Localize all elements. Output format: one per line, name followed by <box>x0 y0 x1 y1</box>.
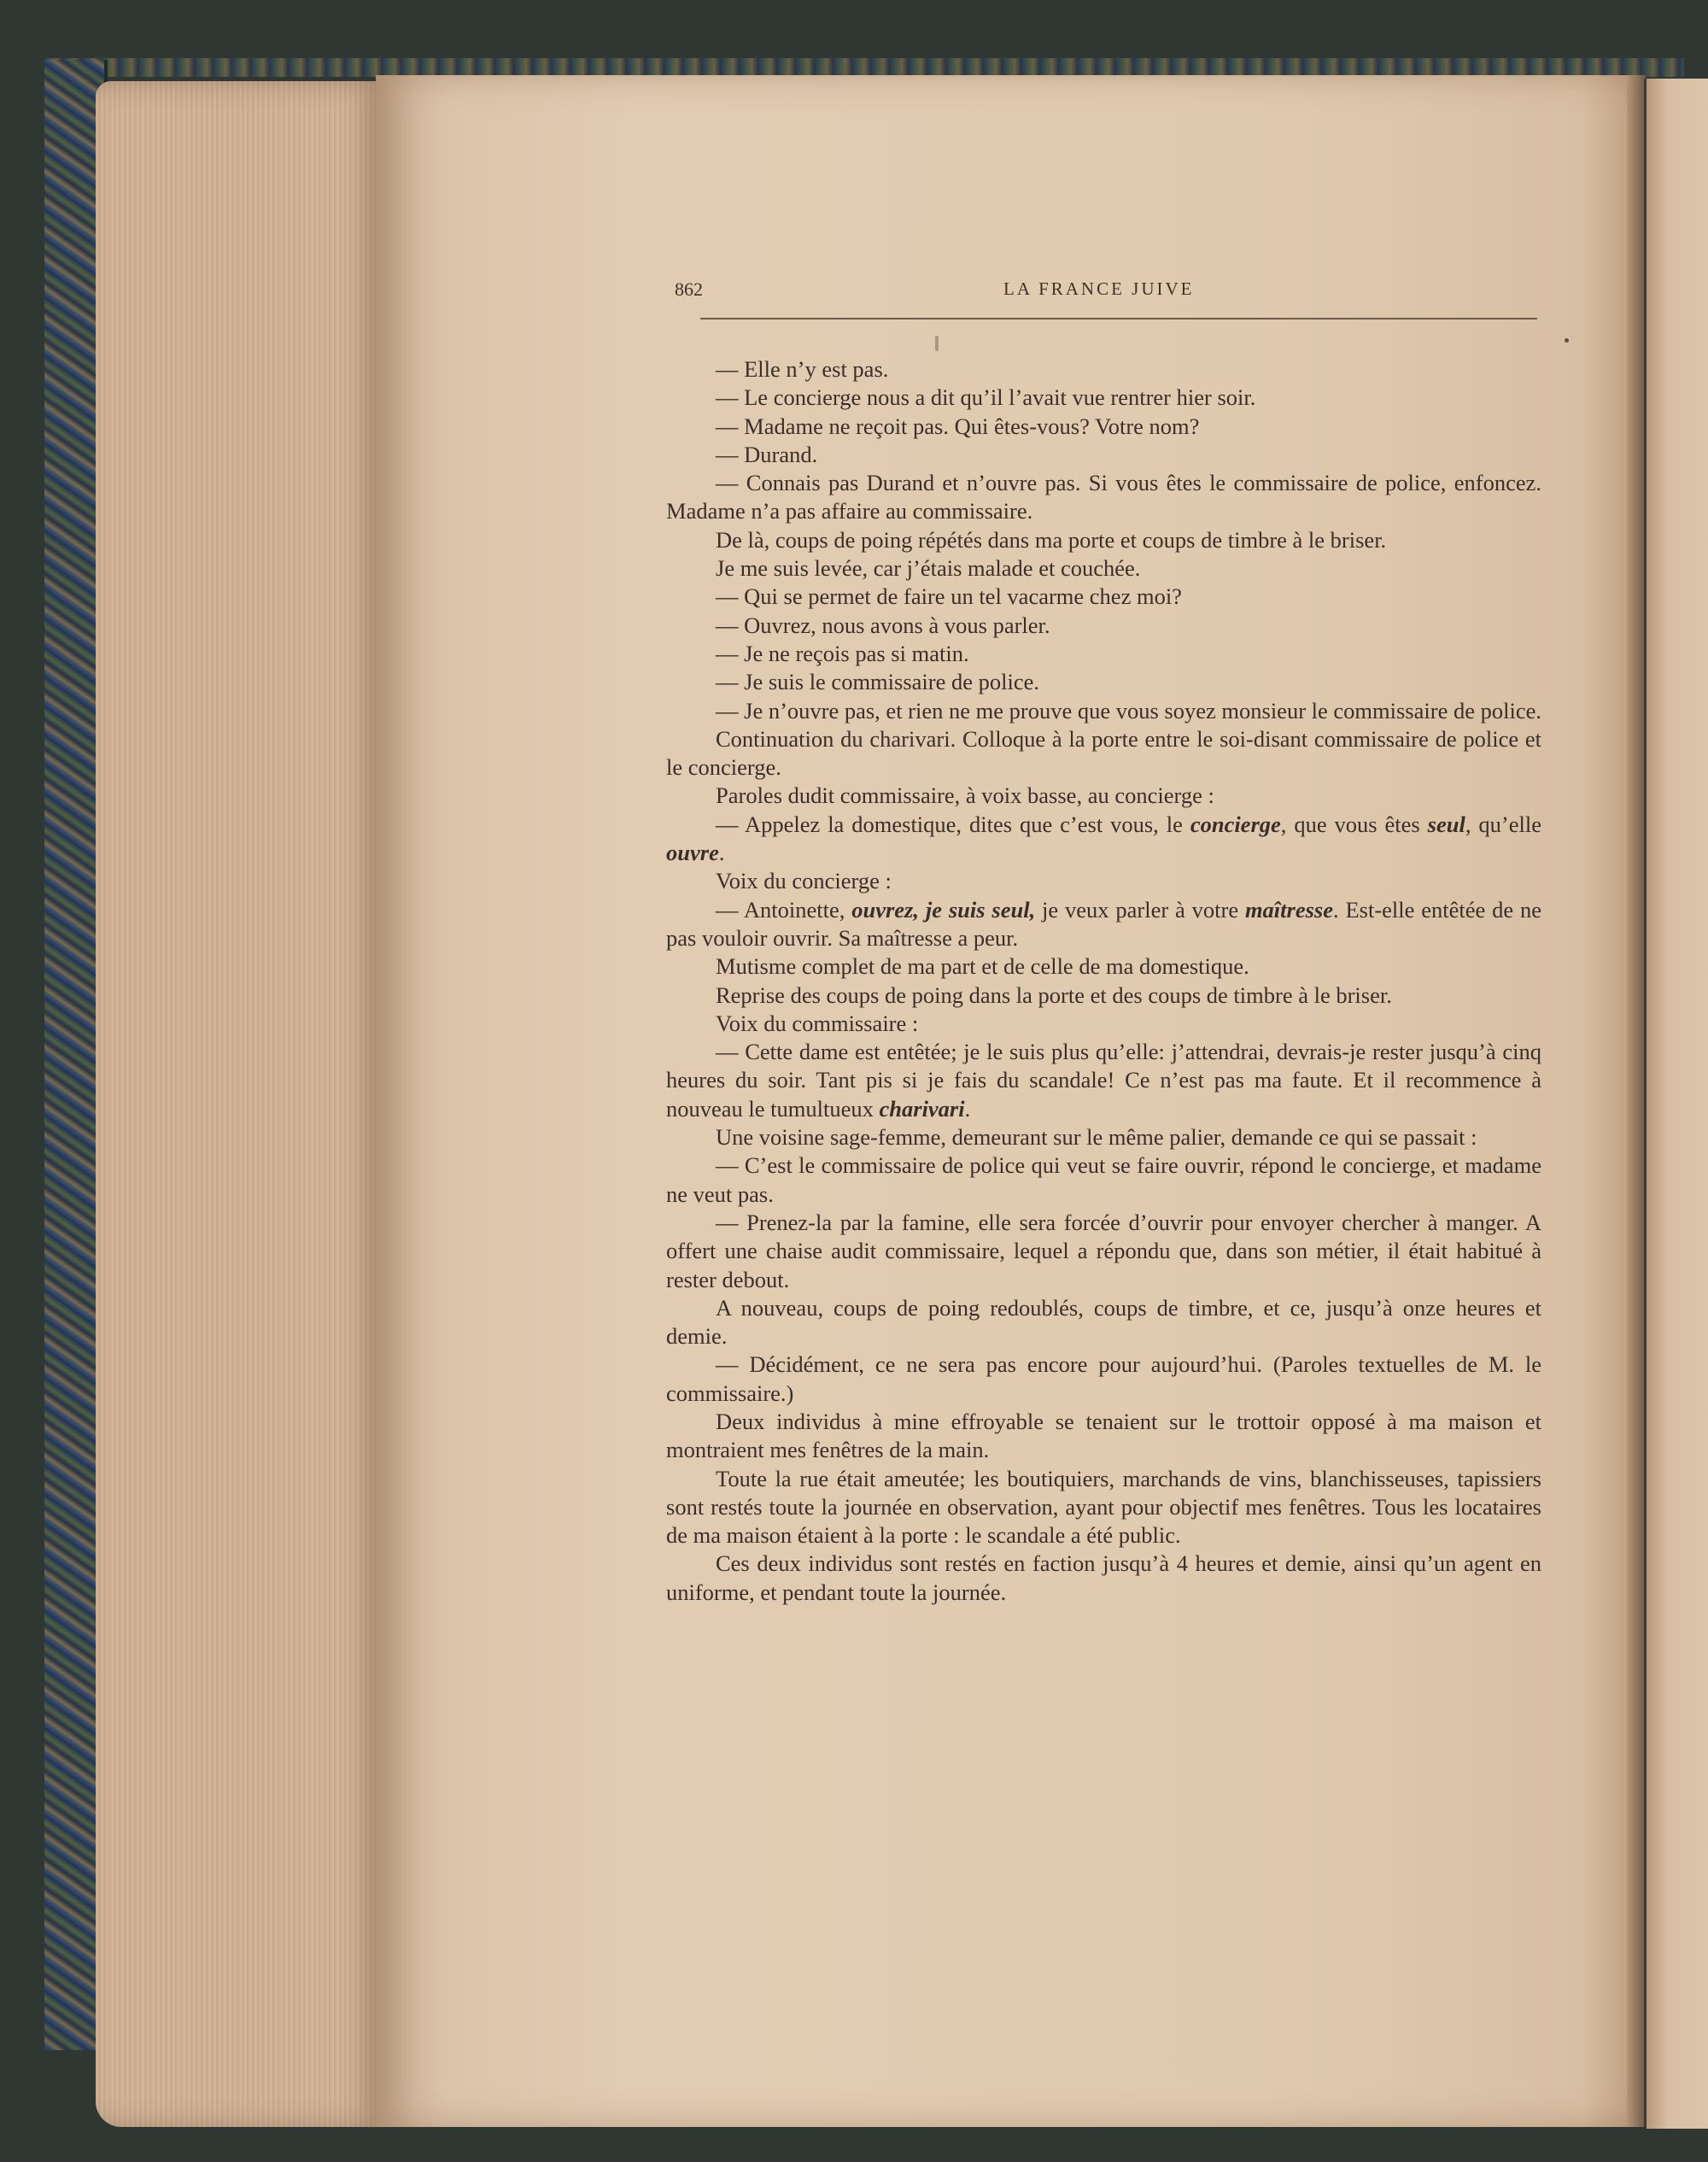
paragraph: — Elle n’y est pas. <box>716 356 889 382</box>
paragraph: Je me suis levée, car j’étais malade et couchée. <box>716 555 1141 582</box>
book-cover-top <box>44 58 1684 77</box>
page-edges <box>96 81 382 2127</box>
paragraph: — Le concierge nous a dit qu’il l’avait vue rentrer hier soir. <box>716 384 1256 411</box>
text-run: — Antoinette, <box>716 896 852 923</box>
facing-page <box>1644 79 1708 2129</box>
italic-text: ouvre <box>666 840 719 866</box>
paragraph: Continuation du charivari. Colloque à la porte entre le soi-disant commissaire de police et le concierge. <box>666 725 1541 781</box>
paragraph: — Prenez-la par la famine, elle sera forcée d’ouvrir pour envoyer chercher à manger. A offert une chaise audit commissaire, lequel a répondu que, dans son métier, il était habitué à rester debout. <box>666 1209 1541 1292</box>
text-run: , qu’elle <box>1465 811 1541 837</box>
running-head <box>675 275 1537 309</box>
paragraph <box>666 896 1541 953</box>
italic-text: maîtresse <box>1244 896 1333 923</box>
paragraph <box>666 1038 1541 1123</box>
text-run: je veux parler à votre <box>1035 896 1245 923</box>
paragraph: — Je ne reçois pas si matin. <box>716 640 969 666</box>
header-rule <box>700 318 1537 319</box>
book-title: LA FRANCE JUIVE <box>1003 278 1195 299</box>
paragraph: Reprise des coups de poing dans la porte et des coups de timbre à le briser. <box>716 981 1392 1008</box>
page-number: 862 <box>675 278 703 300</box>
italic-text: seul <box>1427 811 1465 837</box>
text-run: — Appelez la domestique, dites que c’est vous, le <box>716 811 1190 837</box>
italic-text: charivari <box>879 1095 965 1122</box>
text-run: . <box>964 1095 971 1122</box>
paragraph: — Décidément, ce ne sera pas encore pour aujourd’hui. (Paroles textuelles de M. le commissaire.) <box>666 1351 1541 1406</box>
paragraph: Une voisine sage-femme, demeurant sur le même palier, demande ce qui se passait : <box>716 1124 1477 1151</box>
text-run: — Cette dame est entêtée; je le suis plus qu’elle: j’attendrai, devrais-je rester jusqu’à cinq heures du soir. Tant pis si je fais du scandale! Ce n’est pas ma faute. Et il recommence à nouveau le tumultueux <box>666 1039 1541 1122</box>
paragraph: — Qui se permet de faire un tel vacarme chez moi? <box>716 583 1182 610</box>
paragraph: De là, coups de poing répétés dans ma porte et coups de timbre à le briser. <box>716 526 1387 553</box>
page-body-text <box>666 355 1541 1607</box>
paragraph: — Je n’ouvre pas, et rien ne me prouve que vous soyez monsieur le commissaire de police. <box>716 697 1541 724</box>
paragraph: Deux individus à mine effroyable se tenaient sur le trottoir opposé à ma maison et montraient mes fenêtres de la main. <box>666 1408 1541 1463</box>
paragraph: A nouveau, coups de poing redoublés, coups de timbre, et ce, jusqu’à onze heures et demie. <box>666 1294 1541 1350</box>
paragraph <box>666 811 1541 868</box>
paragraph: — Je suis le commissaire de police. <box>716 669 1040 695</box>
text-run: . Est-elle entêtée de ne pas vouloir ouvrir. Sa maîtresse a peur. <box>666 896 1542 951</box>
paragraph: — Durand. <box>716 441 818 467</box>
text-run: . <box>718 840 725 866</box>
paragraph: — Ouvrez, nous avons à vous parler. <box>716 612 1050 638</box>
ink-speck <box>1565 338 1569 343</box>
paragraph: — Madame ne reçoit pas. Qui êtes-vous? Votre nom? <box>716 413 1200 439</box>
book-gutter <box>1627 75 1646 2127</box>
paragraph: — C’est le commissaire de police qui veut se faire ouvrir, répond le concierge, et madame ne veut pas. <box>666 1152 1541 1207</box>
paragraph: — Connais pas Durand et n’ouvre pas. Si vous êtes le commissaire de police, enfoncez. Madame n’a pas affaire au commissaire. <box>666 470 1541 524</box>
italic-text: ouvrez, je suis seul, <box>851 896 1036 923</box>
paragraph: Paroles dudit commissaire, à voix basse, au concierge : <box>716 782 1214 809</box>
paragraph: Ces deux individus sont restés en faction jusqu’à 4 heures et demie, ainsi qu’un agent en uniforme, et pendant toute la journée. <box>666 1550 1541 1605</box>
paragraph: Voix du concierge : <box>716 868 892 894</box>
paragraph: Voix du commissaire : <box>716 1010 919 1036</box>
text-run: , que vous êtes <box>1280 811 1428 837</box>
ink-speck <box>935 336 939 351</box>
italic-text: concierge <box>1190 811 1281 837</box>
paragraph: Toute la rue était ameutée; les boutiquiers, marchands de vins, blanchisseuses, tapissiers sont restés toute la journée en observation, ayant pour objectif mes fenêtres. Tous les locataires de ma maison étaient à la porte : le scandale a été public. <box>666 1465 1541 1549</box>
paragraph: Mutisme complet de ma part et de celle de ma domestique. <box>716 953 1249 980</box>
